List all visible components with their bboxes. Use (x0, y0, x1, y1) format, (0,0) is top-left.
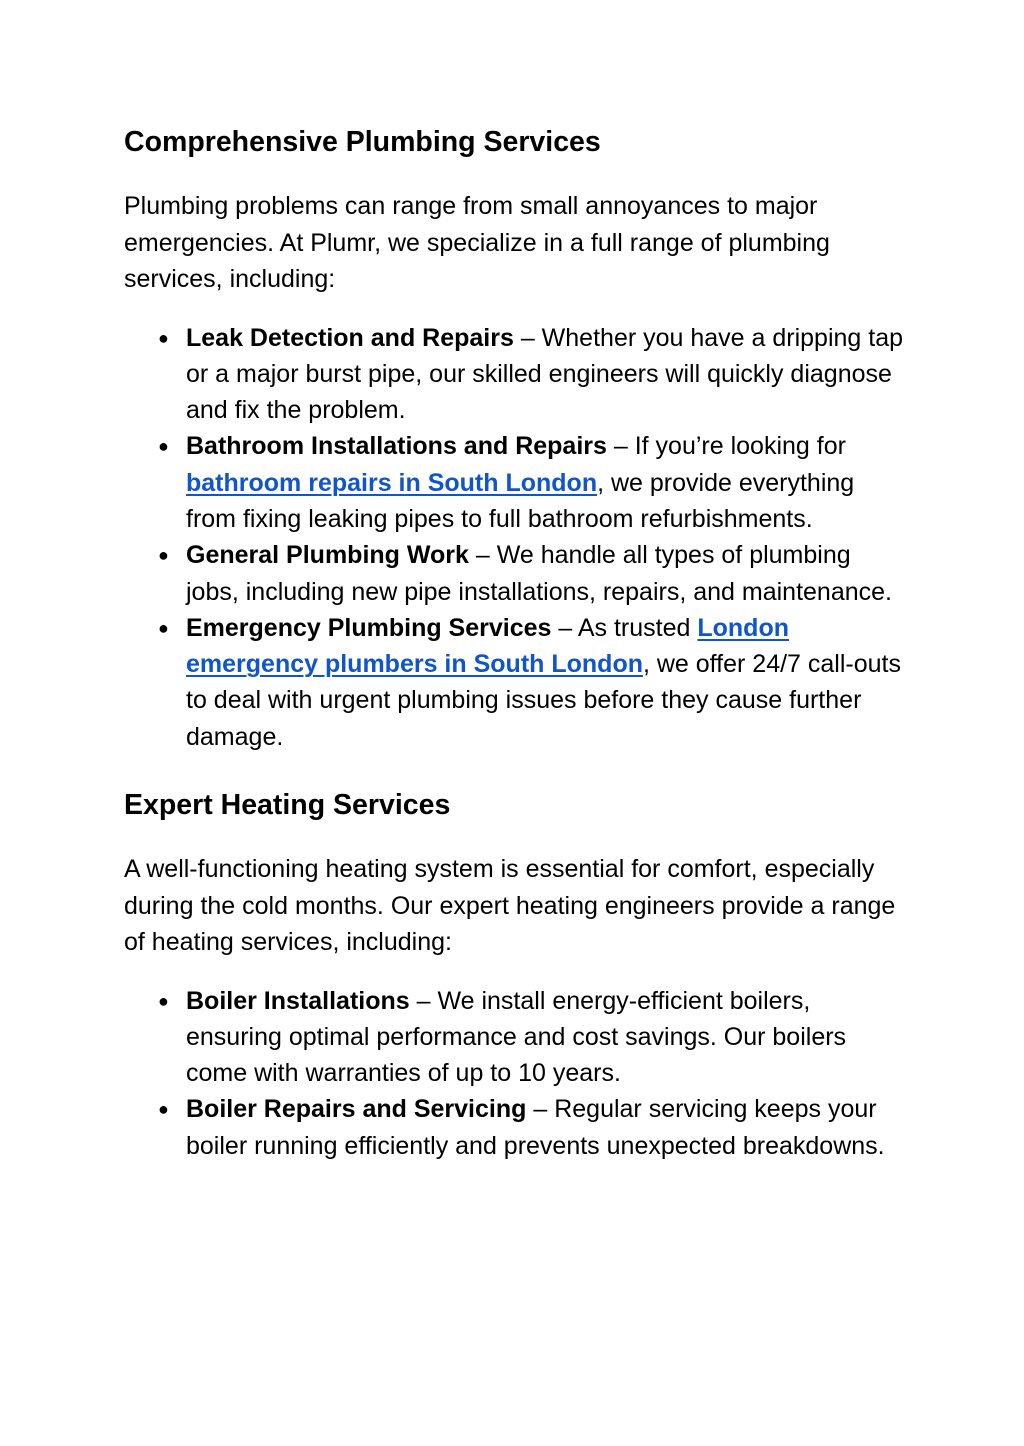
item-term: Leak Detection and Repairs (186, 323, 514, 352)
list-item-leak-detection (124, 320, 904, 429)
item-text: – Whether you have a dripping tap or a major burst pipe, our skilled engineers will quickly diagnose and fix the problem. (186, 323, 904, 425)
list-item-boiler-installations (124, 983, 904, 1092)
item-term: Bathroom Installations and Repairs (186, 432, 607, 461)
section-heading-plumbing: Comprehensive Plumbing Services (124, 126, 601, 158)
item-term: Emergency Plumbing Services (186, 613, 552, 642)
list-item-bathroom (124, 428, 904, 537)
item-text: – If you’re looking for (606, 432, 846, 461)
bullet-icon: ● (158, 545, 169, 566)
bullet-icon: ● (158, 327, 169, 348)
heating-services-list (124, 983, 904, 1164)
item-text: , we provide everything from fixing leaking pipes to full bathroom refurbishments. (186, 468, 855, 533)
list-item-boiler-repairs (124, 1091, 904, 1164)
item-text: – We handle all types of plumbing jobs, including new pipe installations, repairs, and maintenance. (186, 541, 892, 606)
section-heading-heating: Expert Heating Services (124, 789, 451, 822)
item-text: – Regular servicing keeps your boiler running efficiently and prevents unexpected breakdowns. (186, 1095, 885, 1160)
item-term: Boiler Repairs and Servicing (186, 1095, 527, 1124)
bullet-icon: ● (158, 436, 169, 457)
list-item-general-plumbing (124, 537, 904, 610)
item-text: – We install energy-efficient boilers, ensuring optimal performance and cost savings. Our boilers come with warranties of up to 10 years. (186, 986, 847, 1088)
item-term: Boiler Installations (186, 986, 410, 1015)
list-item-emergency-plumbing (124, 610, 904, 755)
link-emergency-plumbers[interactable]: London emergency plumbers in South London (186, 613, 789, 679)
plumbing-services-list (124, 320, 904, 756)
section-intro-heating: A well-functioning heating system is essential for comfort, especially during the cold months. Our expert heating engineers provide a range of heating services, including: (124, 855, 896, 957)
bullet-icon: ● (158, 990, 169, 1011)
link-bathroom-repairs[interactable]: bathroom repairs in South London (186, 468, 598, 497)
item-text: , we offer 24/7 call-outs to deal with urgent plumbing issues before they cause further damage. (186, 650, 901, 751)
item-text: – As trusted (551, 613, 698, 642)
bullet-icon: ● (158, 1099, 169, 1120)
section-intro-plumbing: Plumbing problems can range from small annoyances to major emergencies. At Plumr, we specialize in a full range of plumbing services, including: (124, 192, 830, 293)
document-page (124, 118, 904, 1164)
bullet-icon: ● (158, 617, 169, 638)
item-term: General Plumbing Work (186, 541, 469, 570)
